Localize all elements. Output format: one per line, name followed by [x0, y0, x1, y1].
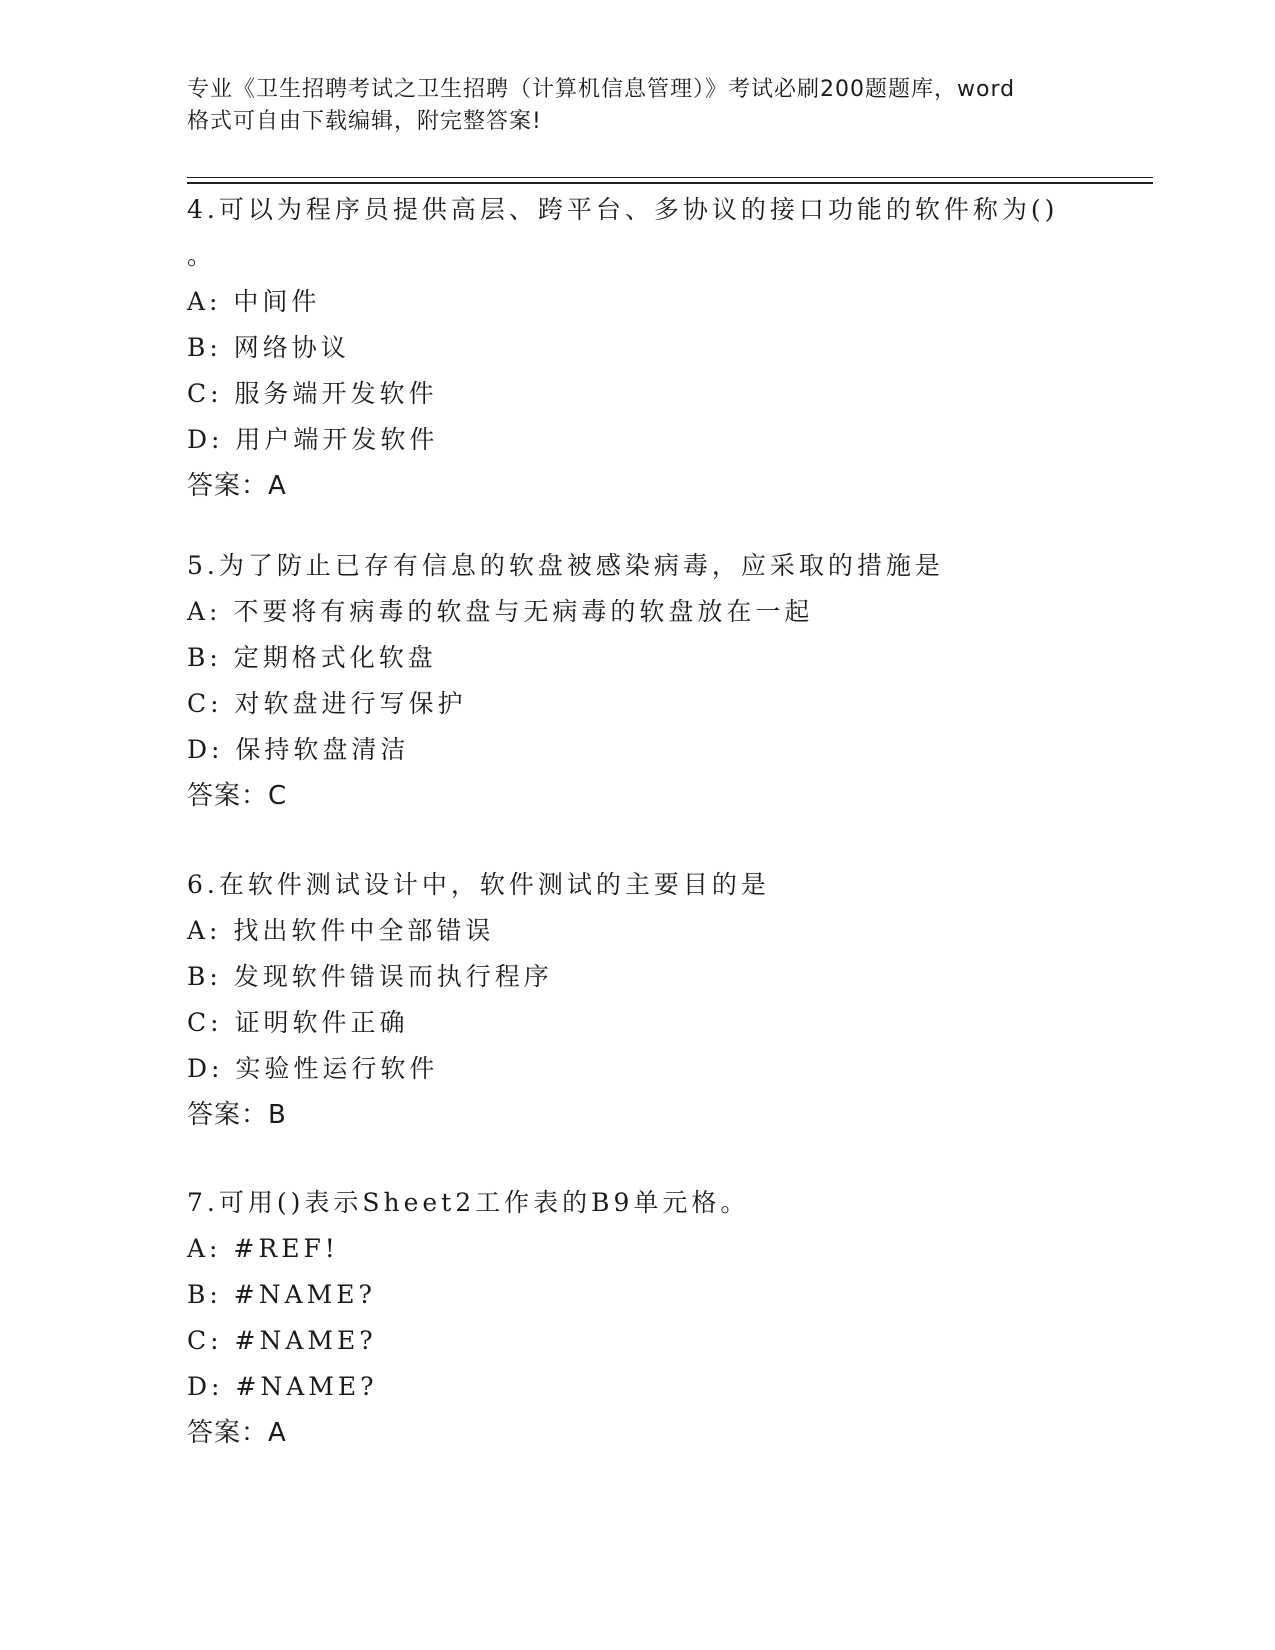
option-a: A: 不要将有病毒的软盘与无病毒的软盘放在一起 [187, 597, 814, 626]
option-d: D: 用户端开发软件 [187, 425, 439, 454]
option-d: D: #NAME? [187, 1372, 378, 1401]
option-c: C: #NAME? [187, 1326, 377, 1355]
option-b: B: #NAME? [187, 1280, 376, 1309]
option-d: D: 实验性运行软件 [187, 1054, 439, 1083]
question-stem: 6.在软件测试设计中，软件测试的主要目的是 [187, 870, 770, 899]
answer-label: 答案：A [187, 471, 287, 501]
question-7 [187, 1180, 1147, 1456]
header-divider [187, 177, 1153, 178]
answer-label: 答案：A [187, 1418, 287, 1448]
answer-label: 答案：C [187, 781, 288, 811]
question-4 [187, 187, 1147, 509]
header-line-2: 格式可自由下载编辑，附完整答案! [187, 109, 542, 134]
option-a: A: 找出软件中全部错误 [187, 916, 495, 945]
option-b: B: 定期格式化软盘 [187, 643, 437, 672]
question-6 [187, 862, 1147, 1138]
document-header [187, 74, 1087, 138]
option-b: B: 网络协议 [187, 333, 350, 362]
question-5 [187, 543, 1147, 819]
option-b: B: 发现软件错误而执行程序 [187, 962, 553, 991]
option-c: C: 服务端开发软件 [187, 379, 438, 408]
question-stem: 7.可用()表示Sheet2工作表的B9单元格。 [187, 1188, 750, 1217]
header-divider-thick [187, 182, 1153, 184]
option-c: C: 对软盘进行写保护 [187, 689, 467, 718]
option-a: A: 中间件 [187, 287, 321, 316]
question-stem-continuation: 。 [187, 241, 217, 270]
option-c: C: 证明软件正确 [187, 1008, 409, 1037]
header-line-1: 专业《卫生招聘考试之卫生招聘（计算机信息管理）》考试必刷200题题库，word [187, 77, 1016, 102]
answer-label: 答案：B [187, 1100, 287, 1130]
option-d: D: 保持软盘清洁 [187, 735, 410, 764]
question-stem: 5.为了防止已存有信息的软盘被感染病毒，应采取的措施是 [187, 551, 944, 580]
option-a: A: #REF! [187, 1234, 339, 1263]
question-stem: 4.可以为程序员提供高层、跨平台、多协议的接口功能的软件称为() [187, 195, 1059, 224]
